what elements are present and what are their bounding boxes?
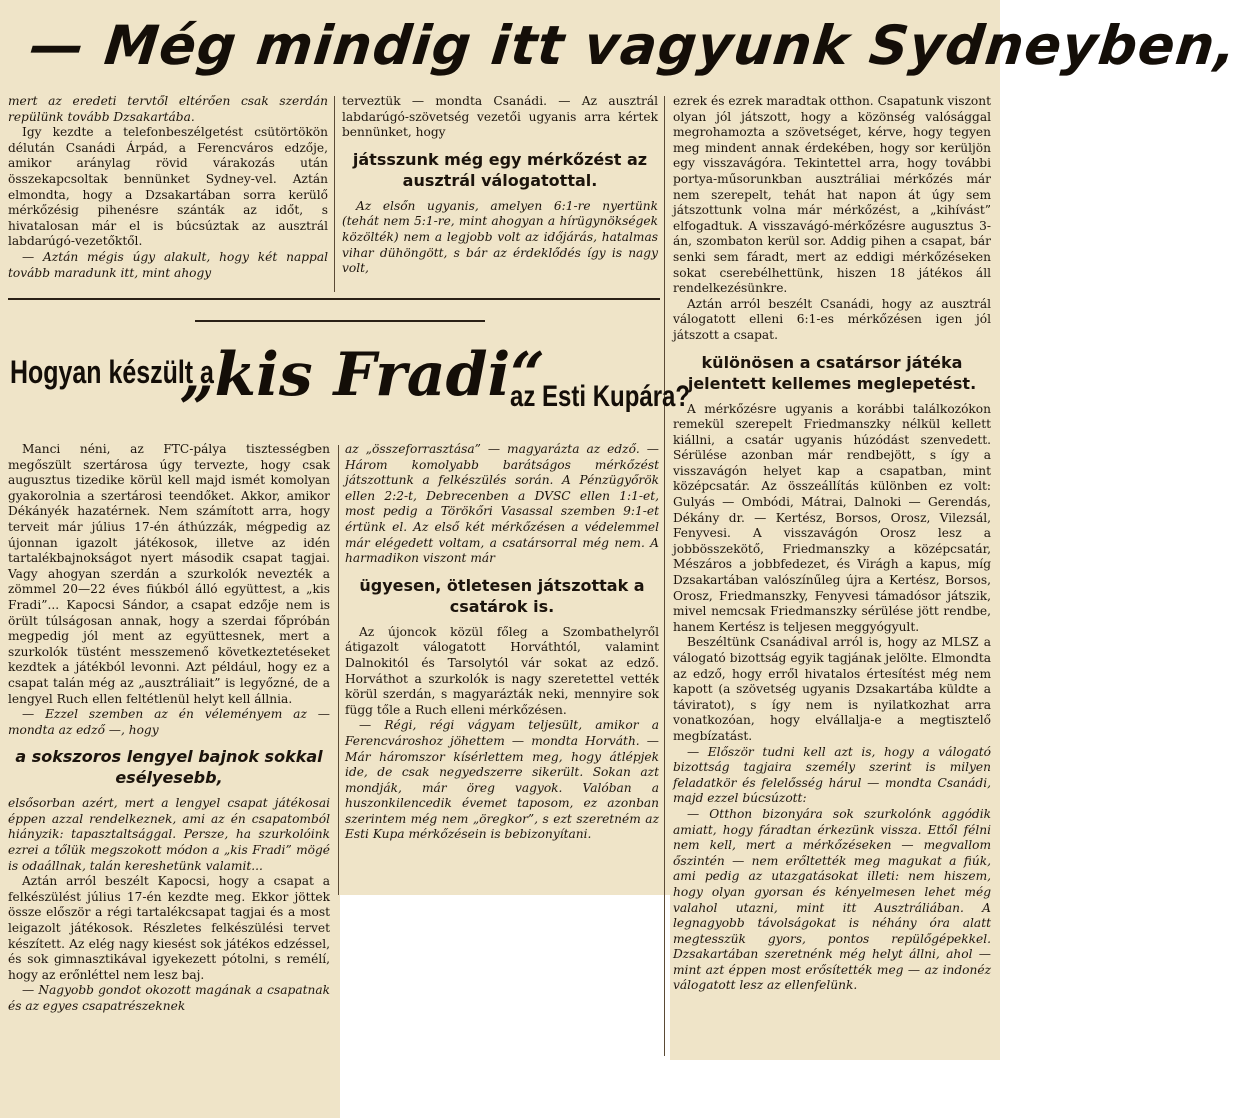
- paragraph: — Aztán mégis úgy alakult, hogy két nappal tovább maradunk itt, mint ahogy: [8, 249, 328, 280]
- column-rule: [334, 96, 335, 292]
- paragraph: — Nagyobb gondot okozott magának a csapatnak és az egyes csapatrészeknek: [8, 983, 330, 1013]
- lower-left-column: [8, 442, 330, 1112]
- paragraph: Igy kezdte a telefonbeszélgetést csütörtökön délután Csanádi Árpád, a Ferencváros edzője, amikor aránylag rövid várakozás után összekapcsoltak bennünket Sydney-vel. Aztán elmondta, hogy a Dzsakartában sorra kerülő mérkőzésig pihenésre szánták az időt, s hivatalosan már el is búcsúztak az ausztrál labdarúgó-vezetőktől.: [8, 125, 328, 249]
- divider: [8, 298, 660, 300]
- subheading-jatsszunk: játsszunk még egy mérkőzést az ausztrál válogatottal.: [352, 149, 648, 190]
- paragraph: — Otthon bizonyára sok szurkolónk aggódik amiatt, hogy fáradtan érkezünk vissza. Ettől félni nem kell, mert a mérkőzéseken — megvallom őszintén — nem erőltették meg magukat a fiúk, ami pedig az utazgatásokat illeti: nem hiszem, hogy olyan gyorsan és kényelmesen lehet még valahol utazni, mint itt Ausztráliában. A legnagyobb távolságokat is néhány óra alatt megtesszük gyors, pontos repülőgépekkel. Dzsakartában szeretnénk még helyt állni, ahol — mint azt éppen most erősítették meg — az indonéz válogatott lesz az ellenfelünk.: [673, 806, 991, 993]
- paragraph: Aztán arról beszélt Kapocsi, hogy a csapat a felkészülést július 17-én kezdte meg. Ekkor jöttek össze először a régi tartalékcsapat tagjai és a most leigazolt játékosok. Részletes felkészülési tervet készített. Az elég nagy kiesést sok játékos edzéssel, és sok gimnasztikával igyekezett pótolni, s remélí, hogy az erőnléttel nem lesz baj.: [8, 874, 330, 982]
- blank-area-right: [668, 1060, 1000, 1118]
- headline-part-2: „kis Fradi“: [180, 340, 545, 410]
- paragraph: — Ezzel szemben az én véleményem az — mondta az edző —, hogy: [8, 707, 330, 737]
- paragraph: az „összeforrasztása” — magyarázta az edző. — Három komolyabb barátságos mérkőzést játszottunk a felkészülés során. A Pénzügyőrök ellen 2:2-t, Debrecenben a DVSC ellen 1:1-et, most pedig a Törökőri Vasassal szemben 9:1-et értünk el. Az első két mérkőzésen a védelemmel már elégedett voltam, a csatársorral még nem. A harmadikon viszont már: [345, 442, 659, 566]
- paragraph: Beszéltünk Csanádival arról is, hogy az MLSZ a válogató bizottság egyik tagjának jelölte. Elmondta az edző, hogy erről hivatalos értesítést még nem kapott (a szövetség ugyanis Dzsakartába küldte a táviratot), s így nem is nyilatkozhat arra vonatkozóan, hogy elvállalja-e a megtisztelő megbízatást.: [673, 635, 991, 743]
- right-column: [673, 94, 991, 1056]
- top-left-column: [8, 94, 328, 292]
- paragraph: mert az eredeti tervtől eltérően csak szerdán repülünk tovább Dzsakartába.: [8, 94, 328, 124]
- headline-part-3: az Esti Kupára?: [510, 380, 691, 413]
- divider-short: [195, 320, 485, 322]
- paragraph: ezrek és ezrek maradtak otthon. Csapatunk viszont olyan jól játszott, hogy a közönség valósággal megrohamozta a szövetséget, kérve, hogy tegyen meg mindent annak érdekében, hogy sor kerüljön egy visszavágóra. Tekintettel arra, hogy további portya-műsorunkban ausztráliai mérkőzés már nem szerepelt, tehát hat napon át úgy sem játszottunk volna már mérkőzést, a „kihívást” elfogadtuk. A visszavágó-mérkőzésre augusztus 3-án, szombaton kerül sor. Addig pihen a csapat, bár senki sem fáradt, mert az eddigi mérkőzéseken sokat cserebélhettünk, hiszen 18 játékos áll rendelkezésünkre.: [673, 94, 991, 296]
- column-rule: [338, 445, 339, 895]
- lower-middle-column: [345, 442, 659, 892]
- paragraph: terveztük — mondta Csanádi. — Az ausztrál labdarúgó-szövetség vezetői ugyanis arra kértek bennünket, hogy: [342, 94, 658, 140]
- main-headline: — Még mindig itt vagyunk Sydneyben,: [26, 14, 1241, 77]
- subheading-lengyel: a sokszoros lengyel bajnok sokkal esélyesebb,: [15, 747, 323, 788]
- paragraph: Aztán arról beszélt Csanádi, hogy az ausztrál válogatott elleni 6:1-es mérkőzésen igen jól játszott a csapat.: [673, 296, 991, 342]
- paragraph: — Régi, régi vágyam teljesült, amikor a Ferencvároshoz jöhettem — mondta Horváth. — Már háromszor kísérlettem meg, hogy átlépjek ide, de csak negyedszerre sikerült. Sokan azt mondják, már öreg vagyok. Valóban a huszonkilencedik évemet taposom, ez azonban szerintem még nem „öregkor”, s ezt szeretném az Esti Kupa mérkőzésein is bebizonyítani.: [345, 718, 659, 842]
- paragraph: Az újoncok közül főleg a Szombathelyről átigazolt válogatott Horváthtól, valamint Dalnokitól és Tarsolytól vár sokat az edző. Horváthot a szurkolók is nagy szeretettel vették körül szerdán, s magyarázták neki, mennyire sok függ tőle a Ruch elleni mérkőzésen.: [345, 624, 659, 717]
- paragraph: Az elsőn ugyanis, amelyen 6:1-re nyertünk (tehát nem 5:1-re, mint ahogyan a hírügynökségek közölték) nem a legjobb volt az időjárás, hatalmas vihar dühöngött, s bár az érdeklődés így is nagy volt,: [342, 198, 658, 276]
- subheading-csatarsor: különösen a csatársor játéka jelentett kellemes meglepetést.: [687, 352, 977, 393]
- paragraph: Manci néni, az FTC-pálya tisztességben megőszült szertárosa úgy tervezte, hogy csak augusztus tizedike körül kell majd ismét komolyan gyakorolnia a szertárosi teendőket. Akkor, amikor Dékányék hazatérnek. Nem számított arra, hogy terveit már július 17-én áthúzzák, mégpedig az újonnan igazolt játékosok, illetve az idén tartalékbajnokságot nyert második csapat tagjai. Vagy ahogyan szerdán a szurkolók nevezték a zömmel 20—22 éves fiúkból álló együttest, a „kis Fradi”... Kapocsi Sándor, a csapat edzője nem is örült túlságosan annak, hogy a szerdai főpróbán megpedig jól ment az együttesnek, mert a szurkolók tüstént messzemenő következtetéseket kezdtek a játékból levonni. Azt például, hogy ez a csapat talán még az „ausztráliait” is legyőzné, de a lengyel Ruch ellen feltétlenül helyt kell állnia.: [8, 442, 330, 706]
- kis-fradi-headline: [10, 340, 691, 430]
- paragraph: — Először tudni kell azt is, hogy a válogató bizottság tagjaira személy szerint is milyen feladatkör és felelősség hárul — mondta Csanádi, majd ezzel búcsúzott:: [673, 744, 991, 806]
- column-rule: [664, 96, 665, 1056]
- paragraph: elsősorban azért, mert a lengyel csapat játékosai éppen azzal rendelkeznek, ami az én csapatomból hiányzik: tapasztaltsággal. Persze, ha szurkolóink ezrei a tőlük megszokott módon a „kis Fradi” mögé is odaállnak, talán kereshetünk valamit...: [8, 796, 330, 873]
- paragraph: A mérkőzésre ugyanis a korábbi találkozókon remekül szerepelt Friedmanszky nélkül kellett kiállni, a csatár ugyanis húzódást szenvedett. Sérülése azonban már rendbejött, s így a visszavágón helyet kap a csapatban, mint középcsatár. Az összeállítás különben ez volt: Gulyás — Ombódi, Mátrai, Dalnoki — Gerendás, Dékány dr. — Kertész, Borsos, Orosz, Vilezsál, Fenyvesi. A visszavágón Orosz lesz a jobbösszekötő, Friedmanszky a középcsatár, Mészáros a jobbfedezet, és Virágh a kapus, míg Dzsakartában valószínűleg újra a Kertész, Borsos, Orosz, Friedmanszky, Fenyvesi támadósor játszik, mivel nemcsak Friedmanszky sérülése jött rendbe, hanem Kertész is teljesen meggyógyult.: [673, 401, 991, 634]
- subheading-ugyesen: ügyesen, ötletesen játszottak a csatárok is.: [359, 575, 645, 616]
- blank-area-middle: [340, 895, 670, 1118]
- top-middle-column: [342, 94, 658, 294]
- headline-part-1: Hogyan készült a: [10, 354, 214, 390]
